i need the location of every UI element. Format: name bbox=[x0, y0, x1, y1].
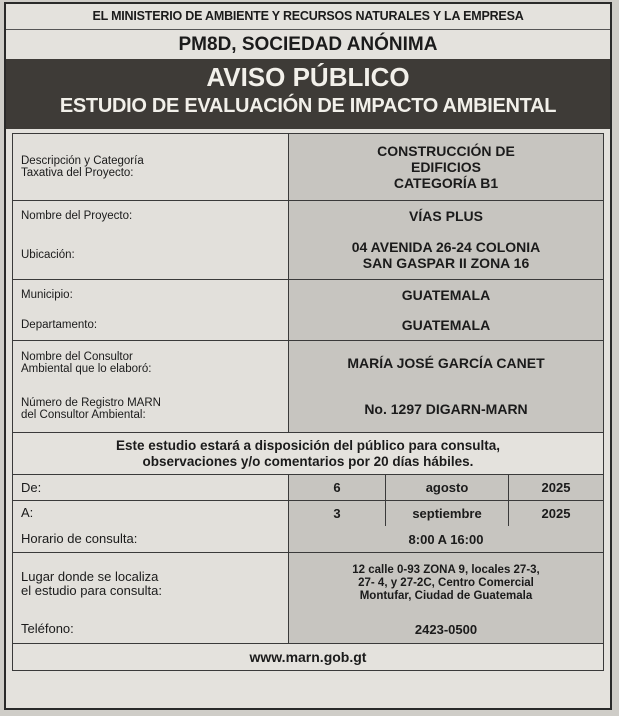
value-registro: No. 1297 DIGARN-MARN bbox=[289, 386, 603, 432]
label-ubicacion: Ubicación: bbox=[13, 231, 289, 279]
label-lugar-line: Lugar donde se localiza bbox=[21, 568, 159, 584]
row-municipio bbox=[12, 279, 604, 311]
label-date-from: De: bbox=[13, 475, 289, 500]
row-telefono bbox=[12, 614, 604, 644]
notice-line: Este estudio estará a disposición del público para consulta, bbox=[115, 437, 501, 453]
row-descripcion bbox=[12, 133, 604, 201]
row-horario bbox=[12, 525, 604, 553]
value-descripcion-line: EDIFICIOS bbox=[410, 159, 481, 175]
value-departamento: GUATEMALA bbox=[289, 310, 603, 340]
value-descripcion-line: CONSTRUCCIÓN DE bbox=[377, 143, 515, 159]
notice-banner bbox=[6, 59, 610, 129]
value-lugar-line: Montufar, Ciudad de Guatemala bbox=[359, 590, 533, 602]
row-nombre bbox=[12, 200, 604, 232]
value-telefono: 2423-0500 bbox=[289, 615, 603, 643]
label-consultor-line: Nombre del Consultor bbox=[21, 351, 133, 363]
row-lugar bbox=[12, 552, 604, 616]
date-to-year: 2025 bbox=[508, 501, 603, 526]
row-consultor bbox=[12, 340, 604, 387]
label-departamento: Departamento: bbox=[13, 310, 289, 340]
value-lugar-line: 27- 4, y 27-2C, Centro Comercial bbox=[358, 577, 534, 589]
value-descripcion-line: CATEGORÍA B1 bbox=[393, 175, 499, 191]
value-consultor: MARÍA JOSÉ GARCÍA CANET bbox=[289, 341, 603, 386]
value-lugar-line: 12 calle 0-93 ZONA 9, locales 27-3, bbox=[352, 564, 540, 576]
notice-title: AVISO PÚBLICO bbox=[206, 62, 410, 92]
value-nombre: VÍAS PLUS bbox=[289, 201, 603, 231]
header-company-name: PM8D, SOCIEDAD ANÓNIMA bbox=[178, 34, 438, 55]
notice-subtitle: ESTUDIO DE EVALUACIÓN DE IMPACTO AMBIENTAL bbox=[59, 95, 557, 117]
row-ubicacion bbox=[12, 230, 604, 280]
label-telefono: Teléfono: bbox=[13, 615, 289, 643]
row-registro bbox=[12, 385, 604, 433]
footer-website-link[interactable]: www.marn.gob.gt bbox=[12, 643, 604, 671]
date-to-cells bbox=[289, 501, 603, 526]
date-from-month: agosto bbox=[385, 475, 508, 500]
label-date-to: A: bbox=[13, 501, 289, 526]
date-from-day: 6 bbox=[289, 475, 385, 500]
label-nombre: Nombre del Proyecto: bbox=[13, 201, 289, 231]
label-horario: Horario de consulta: bbox=[13, 526, 289, 552]
label-descripcion: Descripción y Categoría Taxativa del Proyecto: bbox=[13, 134, 289, 200]
label-municipio: Municipio: bbox=[13, 280, 289, 310]
row-date-to bbox=[12, 500, 604, 527]
label-lugar bbox=[13, 553, 289, 615]
row-departamento bbox=[12, 309, 604, 341]
label-lugar-line: el estudio para consulta: bbox=[21, 582, 162, 598]
value-ubicacion-line: SAN GASPAR II ZONA 16 bbox=[362, 255, 530, 271]
value-ubicacion-line: 04 AVENIDA 26-24 COLONIA bbox=[351, 239, 541, 255]
date-from-year: 2025 bbox=[508, 475, 603, 500]
label-consultor bbox=[13, 341, 289, 386]
value-descripcion bbox=[289, 134, 603, 200]
header-ministry-line: EL MINISTERIO DE AMBIENTE Y RECURSOS NATURALES Y LA EMPRESA bbox=[6, 4, 610, 30]
label-registro bbox=[13, 386, 289, 432]
value-horario: 8:00 A 16:00 bbox=[289, 526, 603, 552]
availability-notice bbox=[12, 432, 604, 476]
value-municipio: GUATEMALA bbox=[289, 280, 603, 310]
date-to-day: 3 bbox=[289, 501, 385, 526]
value-lugar bbox=[289, 553, 603, 615]
date-from-cells bbox=[289, 475, 603, 500]
label-registro-line: Número de Registro MARN bbox=[21, 397, 161, 409]
public-notice bbox=[4, 2, 612, 710]
notice-line: observaciones y/o comentarios por 20 días hábiles. bbox=[142, 453, 474, 469]
row-date-from bbox=[12, 474, 604, 501]
date-to-month: septiembre bbox=[385, 501, 508, 526]
value-ubicacion bbox=[289, 231, 603, 279]
label-registro-line: del Consultor Ambiental: bbox=[21, 409, 146, 421]
details-table bbox=[6, 129, 610, 671]
label-consultor-line: Ambiental que lo elaboró: bbox=[21, 363, 152, 375]
